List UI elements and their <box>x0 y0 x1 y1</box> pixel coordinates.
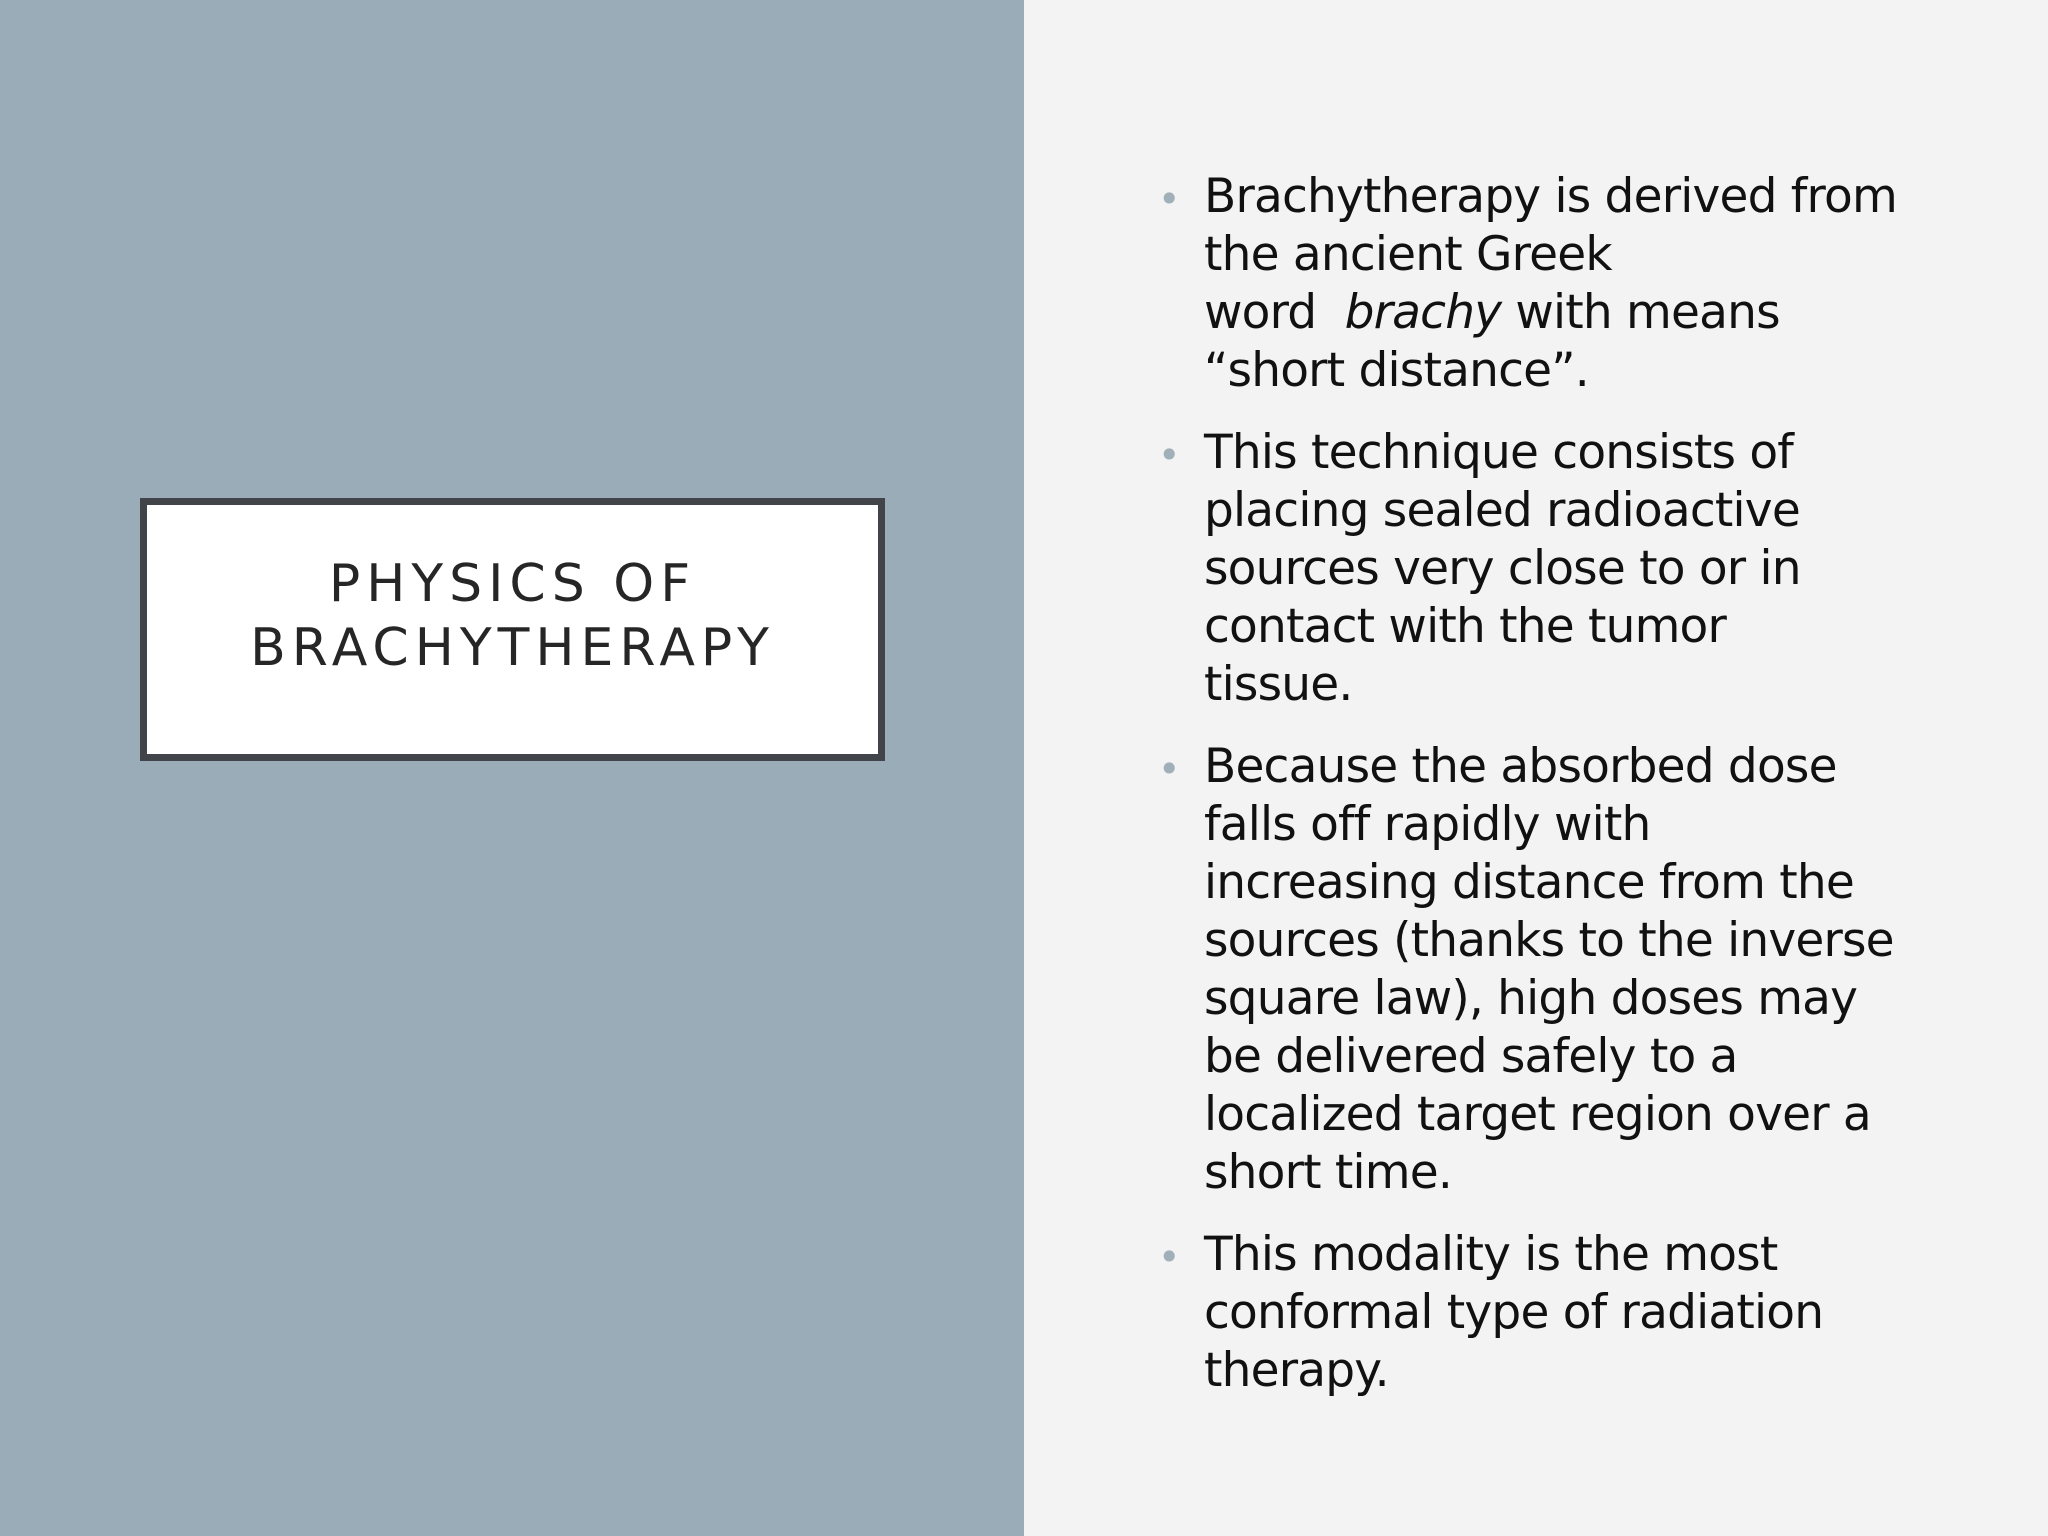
bullet-4-line-3: therapy. <box>1204 1343 1389 1398</box>
bullet-4-line-1: This modality is the most <box>1204 1227 1778 1282</box>
bullet-list <box>1158 168 1944 1424</box>
bullet-dot-icon: • <box>1158 1235 1181 1279</box>
bullet-item-3 <box>1158 738 1944 1202</box>
bullet-dot-icon: • <box>1158 747 1181 791</box>
bullet-1-italic-word: brachy <box>1344 285 1502 340</box>
bullet-3-line-4: sources (thanks to the inverse <box>1204 913 1894 968</box>
bullet-2-line-4: contact with the tumor <box>1204 599 1727 654</box>
title-box <box>140 498 885 761</box>
bullet-2-line-2: placing sealed radioactive <box>1204 483 1800 538</box>
bullet-3-line-7: localized target region over a <box>1204 1087 1871 1142</box>
bullet-dot-icon: • <box>1158 177 1181 221</box>
bullet-3-line-2: falls off rapidly with <box>1204 797 1651 852</box>
bullet-2-line-1: This technique consists of <box>1204 425 1794 480</box>
bullet-dot-icon: • <box>1158 433 1181 477</box>
bullet-2-line-5: tissue. <box>1204 657 1353 712</box>
bullet-4-line-2: conformal type of radiation <box>1204 1285 1824 1340</box>
bullet-1-line-3-end: with means <box>1501 285 1780 340</box>
bullet-3-line-1: Because the absorbed dose <box>1204 739 1837 794</box>
bullet-1-line-2: the ancient Greek <box>1204 227 1612 282</box>
bullet-3-line-8: short time. <box>1204 1145 1453 1200</box>
slide-title-line-1: PHYSICS OF <box>328 553 697 614</box>
bullet-2-line-3: sources very close to or in <box>1204 541 1801 596</box>
bullet-item-4 <box>1158 1226 1944 1400</box>
bullet-1-line-3 <box>1204 284 1944 342</box>
bullet-1-line-1: Brachytherapy is derived from <box>1204 169 1897 224</box>
bullet-3-line-5: square law), high doses may <box>1204 971 1858 1026</box>
bullet-item-2 <box>1158 424 1944 714</box>
slide-title-line-2: BRACHYTHERAPY <box>250 617 775 678</box>
bullet-1-line-3-start: word <box>1204 285 1345 340</box>
bullet-item-1 <box>1158 168 1944 400</box>
bullet-3-line-6: be delivered safely to a <box>1204 1029 1738 1084</box>
bullet-3-line-3: increasing distance from the <box>1204 855 1854 910</box>
bullet-1-line-4: “short distance”. <box>1204 343 1589 398</box>
